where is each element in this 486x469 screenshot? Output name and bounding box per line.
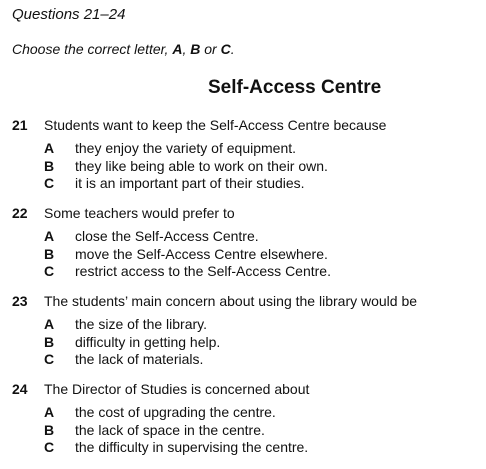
question-23 <box>12 293 417 369</box>
option-text: difficulty in getting help. <box>75 333 221 350</box>
question-24 <box>12 381 309 457</box>
option-c[interactable] <box>44 263 331 281</box>
question-text: Some teachers would prefer to <box>44 205 235 221</box>
letter-c: C <box>220 41 231 57</box>
letter-a: A <box>172 41 183 57</box>
option-letter: A <box>44 404 55 420</box>
option-letter: B <box>44 333 55 350</box>
option-text: restrict access to the Self-Access Centre. <box>75 263 331 279</box>
option-letter: A <box>44 140 55 156</box>
option-text: close the Self-Access Centre. <box>75 228 259 244</box>
option-c[interactable] <box>44 439 309 457</box>
option-letter: C <box>44 351 55 367</box>
option-letter: A <box>44 316 55 332</box>
options-list <box>12 140 386 193</box>
option-b[interactable] <box>44 422 309 440</box>
page-title: Self-Access Centre <box>208 77 382 98</box>
option-c[interactable] <box>44 351 417 369</box>
letter-b: B <box>190 41 201 57</box>
option-a[interactable] <box>44 228 331 246</box>
option-b[interactable] <box>44 246 331 264</box>
option-text: the difficulty in supervising the centre. <box>75 439 309 455</box>
section-heading: Questions 21–24 <box>12 6 126 23</box>
instruction-suffix: . <box>230 41 235 57</box>
option-text: the lack of materials. <box>75 351 204 367</box>
option-letter: C <box>44 263 55 279</box>
option-letter: B <box>44 157 55 174</box>
question-number: 23 <box>12 293 28 309</box>
option-b[interactable] <box>44 334 417 352</box>
question-22 <box>12 205 331 281</box>
option-a[interactable] <box>44 140 386 158</box>
option-text: they like being able to work on their own. <box>75 157 328 174</box>
options-list <box>12 228 331 281</box>
options-list <box>12 316 417 369</box>
question-text: Students want to keep the Self-Access Centre because <box>44 117 387 133</box>
question-text: The students’ main concern about using the library would be <box>44 293 418 309</box>
option-letter: C <box>44 439 55 455</box>
option-a[interactable] <box>44 316 417 334</box>
option-letter: B <box>44 245 55 262</box>
option-letter: A <box>44 228 55 244</box>
option-text: the cost of upgrading the centre. <box>75 404 276 420</box>
option-letter: B <box>44 421 55 438</box>
instruction-text <box>12 41 235 57</box>
question-number: 21 <box>12 117 28 133</box>
option-a[interactable] <box>44 404 309 422</box>
option-b[interactable] <box>44 158 386 176</box>
question-number: 22 <box>12 205 28 221</box>
option-c[interactable] <box>44 175 386 193</box>
question-21 <box>12 117 386 193</box>
instruction-sep-2: or <box>200 41 221 57</box>
option-text: the size of the library. <box>75 316 208 332</box>
option-letter: C <box>44 175 55 191</box>
options-list <box>12 404 309 457</box>
question-number: 24 <box>12 381 28 397</box>
instruction-sep-1: , <box>182 41 191 57</box>
option-text: it is an important part of their studies. <box>75 175 305 191</box>
instruction-prefix: Choose the correct letter, <box>12 41 173 57</box>
option-text: the lack of space in the centre. <box>75 421 265 438</box>
question-text: The Director of Studies is concerned about <box>44 381 310 397</box>
option-text: move the Self-Access Centre elsewhere. <box>75 245 328 262</box>
option-text: they enjoy the variety of equipment. <box>75 140 297 156</box>
